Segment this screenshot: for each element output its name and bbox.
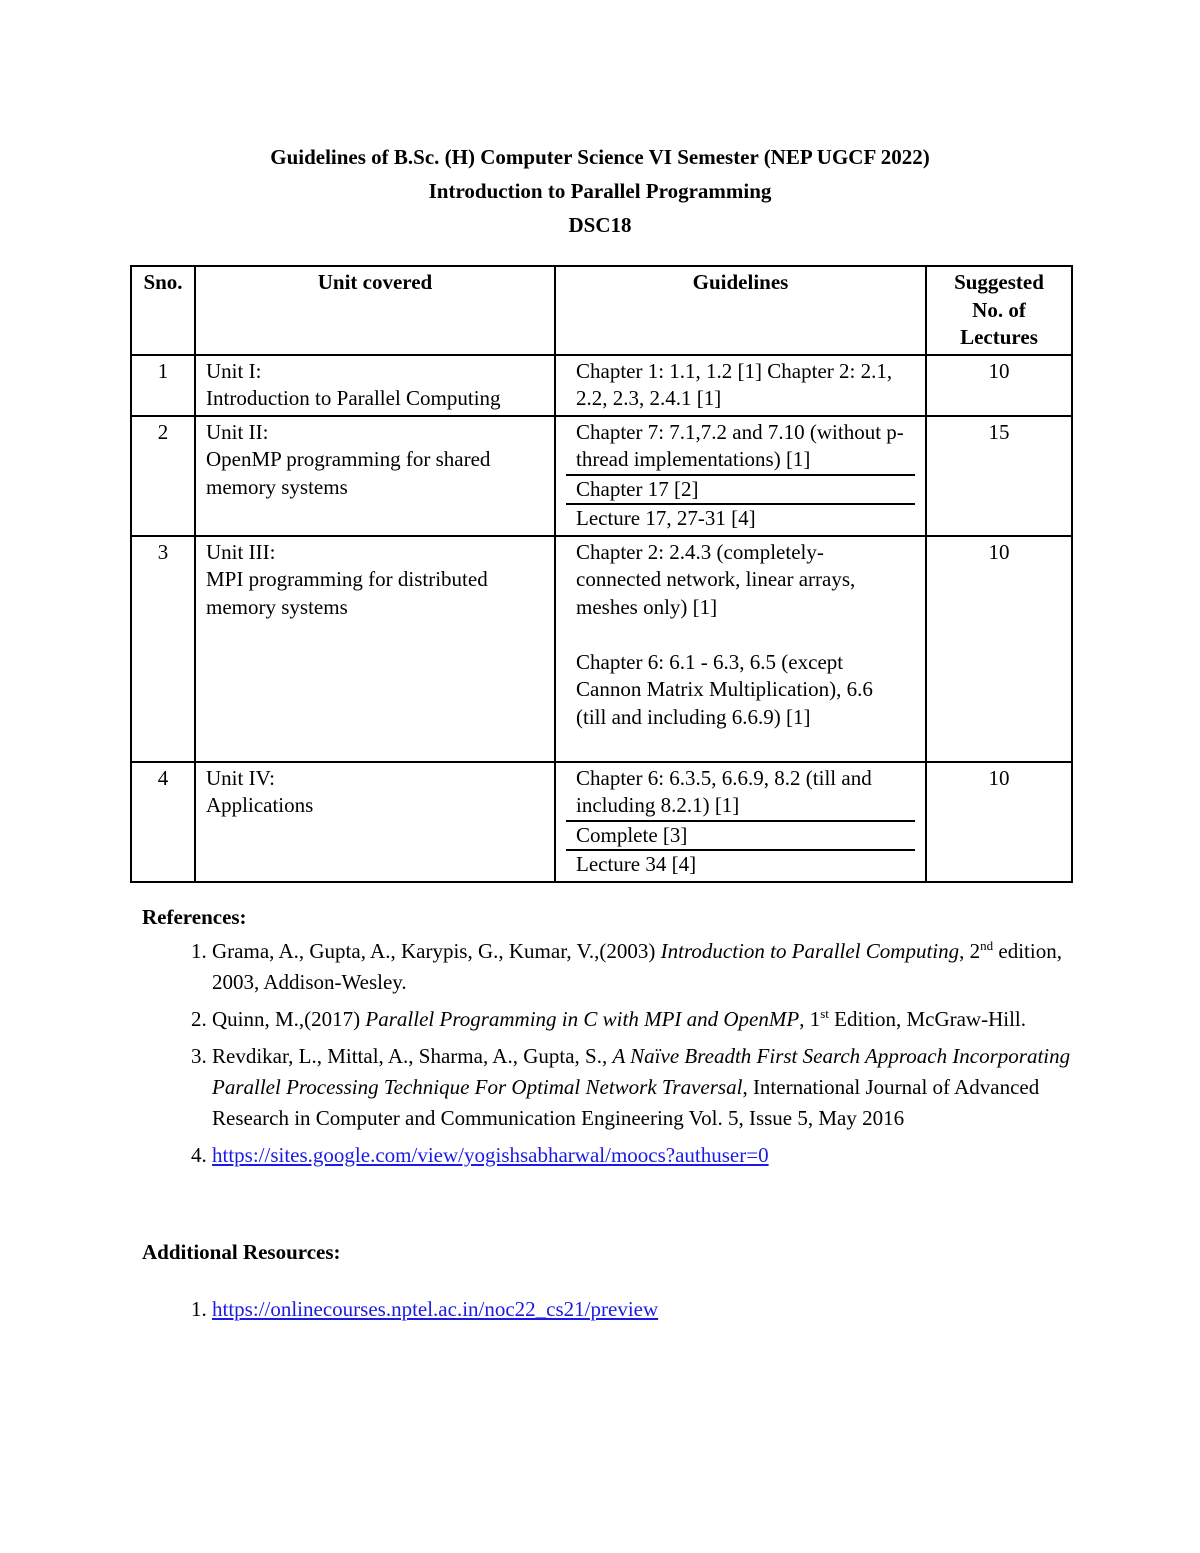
resource-item	[212, 1294, 1112, 1325]
guideline-item: Lecture 17, 27-31 [4]	[566, 503, 915, 533]
header-lectures: Suggested No. of Lectures	[926, 266, 1072, 355]
row-sno: 4	[131, 762, 195, 882]
guideline-item: Chapter 7: 7.1,7.2 and 7.10 (without p-thread implementations) [1]	[576, 419, 904, 471]
unit-title: Unit II:	[206, 419, 269, 444]
guideline-item: Chapter 6: 6.1 - 6.3, 6.5 (except Cannon Matrix Multiplication), 6.6 (till and including 6.6.9) [1]	[576, 649, 873, 729]
row-lectures: 10	[926, 762, 1072, 882]
table-row	[131, 355, 1072, 416]
unit-title: Unit I:	[206, 358, 262, 383]
guideline-item: Complete [3]	[566, 820, 915, 850]
row-unit	[195, 355, 555, 416]
table-row	[131, 762, 1072, 882]
row-sno: 1	[131, 355, 195, 416]
additional-resources-heading: Additional Resources:	[142, 1240, 341, 1264]
row-lectures: 15	[926, 416, 1072, 536]
reference-item: 1. Grama, A., Gupta, A., Karypis, G., Kumar, V.,(2003) Introduction to Parallel Computing, 2nd edition, 2003, Addison-Wesley.	[212, 936, 1112, 998]
row-guidelines	[555, 536, 926, 762]
unit-desc: OpenMP programming for shared memory systems	[206, 447, 491, 499]
table-header-row	[131, 266, 1072, 355]
resource-link[interactable]: https://onlinecourses.nptel.ac.in/noc22_cs21/preview	[212, 1297, 659, 1321]
row-guidelines	[555, 416, 926, 536]
row-guidelines	[555, 355, 926, 416]
reference-title: Parallel Programming in C with MPI and OpenMP	[365, 1007, 800, 1031]
row-unit	[195, 762, 555, 882]
references-heading: References:	[142, 905, 247, 929]
header-guidelines: Guidelines	[555, 266, 926, 355]
header-unit: Unit covered	[195, 266, 555, 355]
reference-link[interactable]: https://sites.google.com/view/yogishsabharwal/moocs?authuser=0	[212, 1143, 769, 1167]
row-lectures: 10	[926, 355, 1072, 416]
header-sno: Sno.	[131, 266, 195, 355]
unit-title: Unit IV:	[206, 765, 276, 790]
reference-title: Introduction to Parallel Computing	[660, 939, 960, 963]
guideline-item: Chapter 17 [2]	[566, 474, 915, 504]
reference-item: 2. Quinn, M.,(2017) Parallel Programming in C with MPI and OpenMP, 1st Edition, McGraw-Hill.	[212, 1004, 1112, 1035]
guideline-item: Lecture 34 [4]	[566, 849, 915, 879]
title-line-3: DSC18	[568, 213, 632, 237]
unit-desc: Applications	[206, 793, 314, 817]
row-guidelines	[555, 762, 926, 882]
table-row	[131, 536, 1072, 762]
title-line-1: Guidelines of B.Sc. (H) Computer Science VI Semester (NEP UGCF 2022)	[270, 145, 930, 169]
reference-item	[212, 1140, 1112, 1171]
reference-item: 3. Revdikar, L., Mittal, A., Sharma, A., Gupta, S., A Naïve Breadth First Search Approach Incorporating Parallel Processing Technique For Optimal Network Traversal, International Journal of Advanced Research in Computer and Communication Engineering Vol. 5, Issue 5, May 2016	[212, 1041, 1112, 1134]
guideline-item: Chapter 2: 2.4.3 (completely-connected network, linear arrays, meshes only) [1]	[576, 539, 856, 619]
references-list	[172, 936, 1112, 1177]
row-sno: 2	[131, 416, 195, 536]
unit-desc: Introduction to Parallel Computing	[206, 386, 501, 410]
document-title	[0, 140, 1200, 242]
title-line-2: Introduction to Parallel Programming	[428, 179, 772, 203]
row-unit	[195, 536, 555, 762]
unit-desc: MPI programming for distributed memory systems	[206, 567, 488, 619]
row-lectures: 10	[926, 536, 1072, 762]
guideline-item: Chapter 1: 1.1, 1.2 [1] Chapter 2: 2.1, 2.2, 2.3, 2.4.1 [1]	[576, 358, 893, 410]
row-unit	[195, 416, 555, 536]
guidelines-table	[130, 265, 1073, 883]
table-row	[131, 416, 1072, 536]
reference-title: A Naïve Breadth First Search Approach Incorporating Parallel Processing Technique For Optimal Network Traversal	[212, 1044, 1071, 1099]
row-sno: 3	[131, 536, 195, 762]
unit-title: Unit III:	[206, 539, 276, 564]
additional-resources-list	[172, 1294, 1112, 1331]
guideline-item: Chapter 6: 6.3.5, 6.6.9, 8.2 (till and including 8.2.1) [1]	[576, 765, 872, 817]
